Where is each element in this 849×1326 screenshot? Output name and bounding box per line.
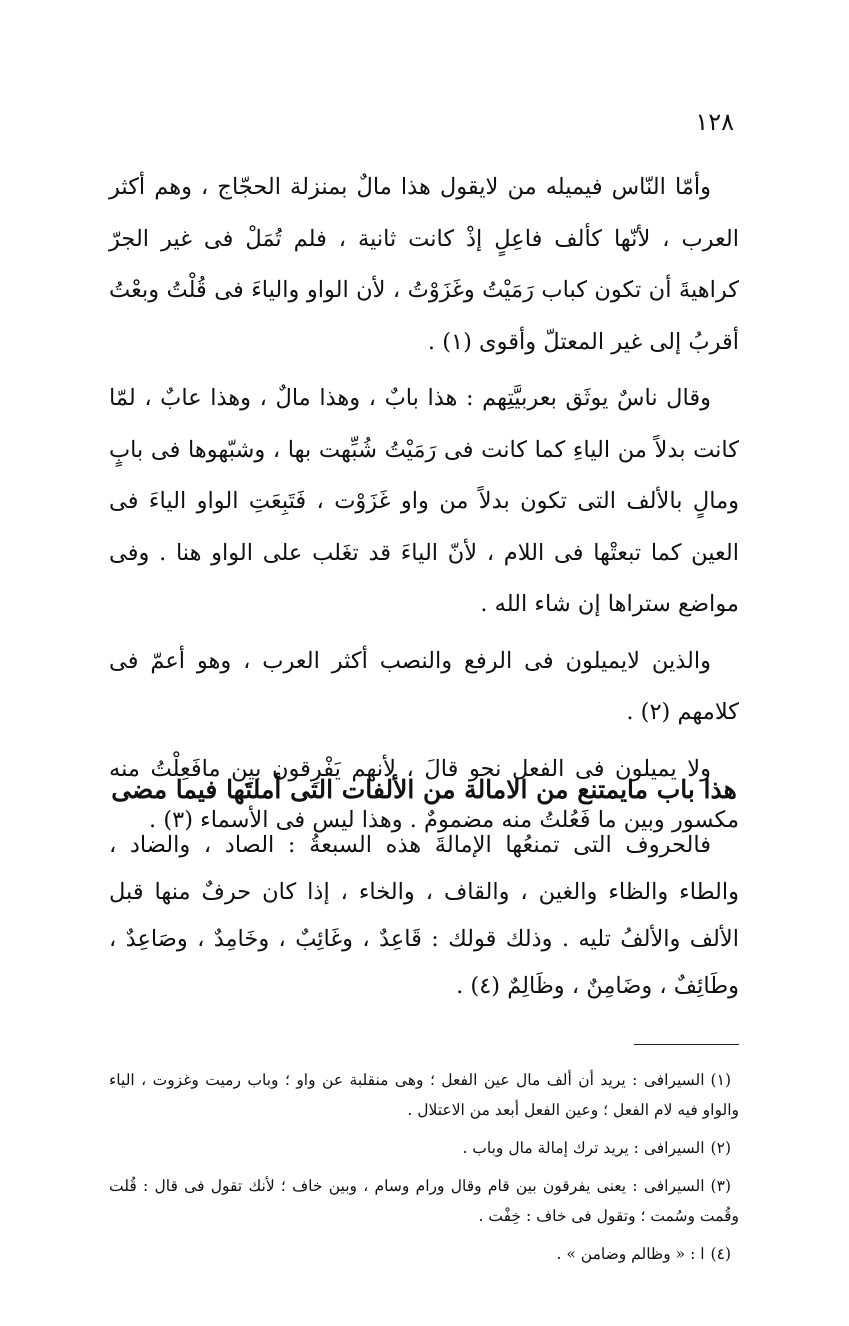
main-text-block-2 [109, 822, 739, 1010]
main-text-block-1 [109, 162, 739, 847]
paragraph: والذين لايميلون فى الرفع والنصب أكثر العرب ، وهو أعمّ فى كلامهم (٢) . [109, 647, 739, 725]
footnote [109, 1065, 739, 1125]
footnote-marker: (٤) [710, 1245, 731, 1263]
footnote-text: ا : « وظالم وضامن » . [556, 1245, 705, 1263]
footnote [109, 1133, 739, 1163]
footnote-marker: (١) [710, 1071, 731, 1089]
footnotes [109, 1065, 739, 1277]
paragraph: وقال ناسٌ يوثَق بعربيَّتِهم : هذا بابٌ ، وهذا مالٌ ، وهذا عابٌ ، لمّا كانت بدلاً من الياءِ كما كانت فى رَمَيْتُ شُبِّهت بها ، وشبّهوها فى بابٍ ومالٍ بالألف التى تكون بدلاً من واو غَزَوْت ، فَتَبِعَتِ الواو الياءَ فى العين كما تبعتْها فى اللام ، لأنّ الياءَ قد تغَلب على الواو هنا . وفى مواضع ستراها إن شاء الله . [109, 385, 739, 617]
footnote-text: السيرافى : يعنى يفرقون بين قام وقال ورام وسام ، وبين خاف ؛ لأنك تقول فى قال : قُلت وقُمت وسُمت ؛ وتقول فى خاف : خِفْت . [109, 1177, 739, 1225]
footnote [109, 1171, 739, 1231]
footnote-text: السيرافى : يريد أن ألف مال عين الفعل ؛ وهى منقلبة عن واو ؛ وباب رميت وغزوت ، الياء والواو فيه لام الفعل ؛ وعين الفعل أبعد من الاعتلال . [109, 1071, 739, 1119]
footnote-marker: (٢) [710, 1139, 731, 1157]
page-number: ١٢٨ [695, 108, 734, 136]
footnote-text: السيرافى : يريد ترك إمالة مال وباب . [462, 1139, 705, 1157]
paragraph: ولا يميلون فى الفعل نحو قالَ ، لأنهم يَفْرِقون بين مافَعِلْتُ منه مكسور وبين ما فَعُلتُ منه مضمومٌ . وهذا ليس فى الأسماء (٣) . [109, 755, 739, 833]
paragraph: فالحروف التى تمنعُها الإمالةَ هذه السبعةُ : الصاد ، والضاد ، والطاء والظاء والغين ، والقاف ، والخاء ، إذا كان حرفٌ منها قبل الألف والألفُ تليه . وذلك قولك : قَاعِدٌ ، وغَائِبٌ ، وخَامِدٌ ، وصَاعِدٌ ، وطَائِفٌ ، وضَامِنٌ ، وظَالِمٌ (٤) . [109, 832, 739, 999]
paragraph: وأمّا النّاس فيميله من لايقول هذا مالٌ بمنزلة الحجّاج ، وهم أكثر العرب ، لأنّها كألف فاعِلٍ إذْ كانت ثانية ، فلم تُمَلْ فى غير الجرّ كراهيةَ أن تكون كباب رَمَيْتُ وغَزَوْتُ ، لأن الواو والياءَ فى قُلْتُ وبعْتُ أقربُ إلى غير المعتلّ وأقوى (١) . [109, 174, 739, 355]
footnote-marker: (٣) [710, 1177, 731, 1195]
section-heading: هذا باب مايمتنع من الامالة من الألفات التى أملتَها فيما مضى [111, 775, 737, 804]
footnote-divider [634, 1044, 739, 1045]
footnote [109, 1239, 739, 1269]
